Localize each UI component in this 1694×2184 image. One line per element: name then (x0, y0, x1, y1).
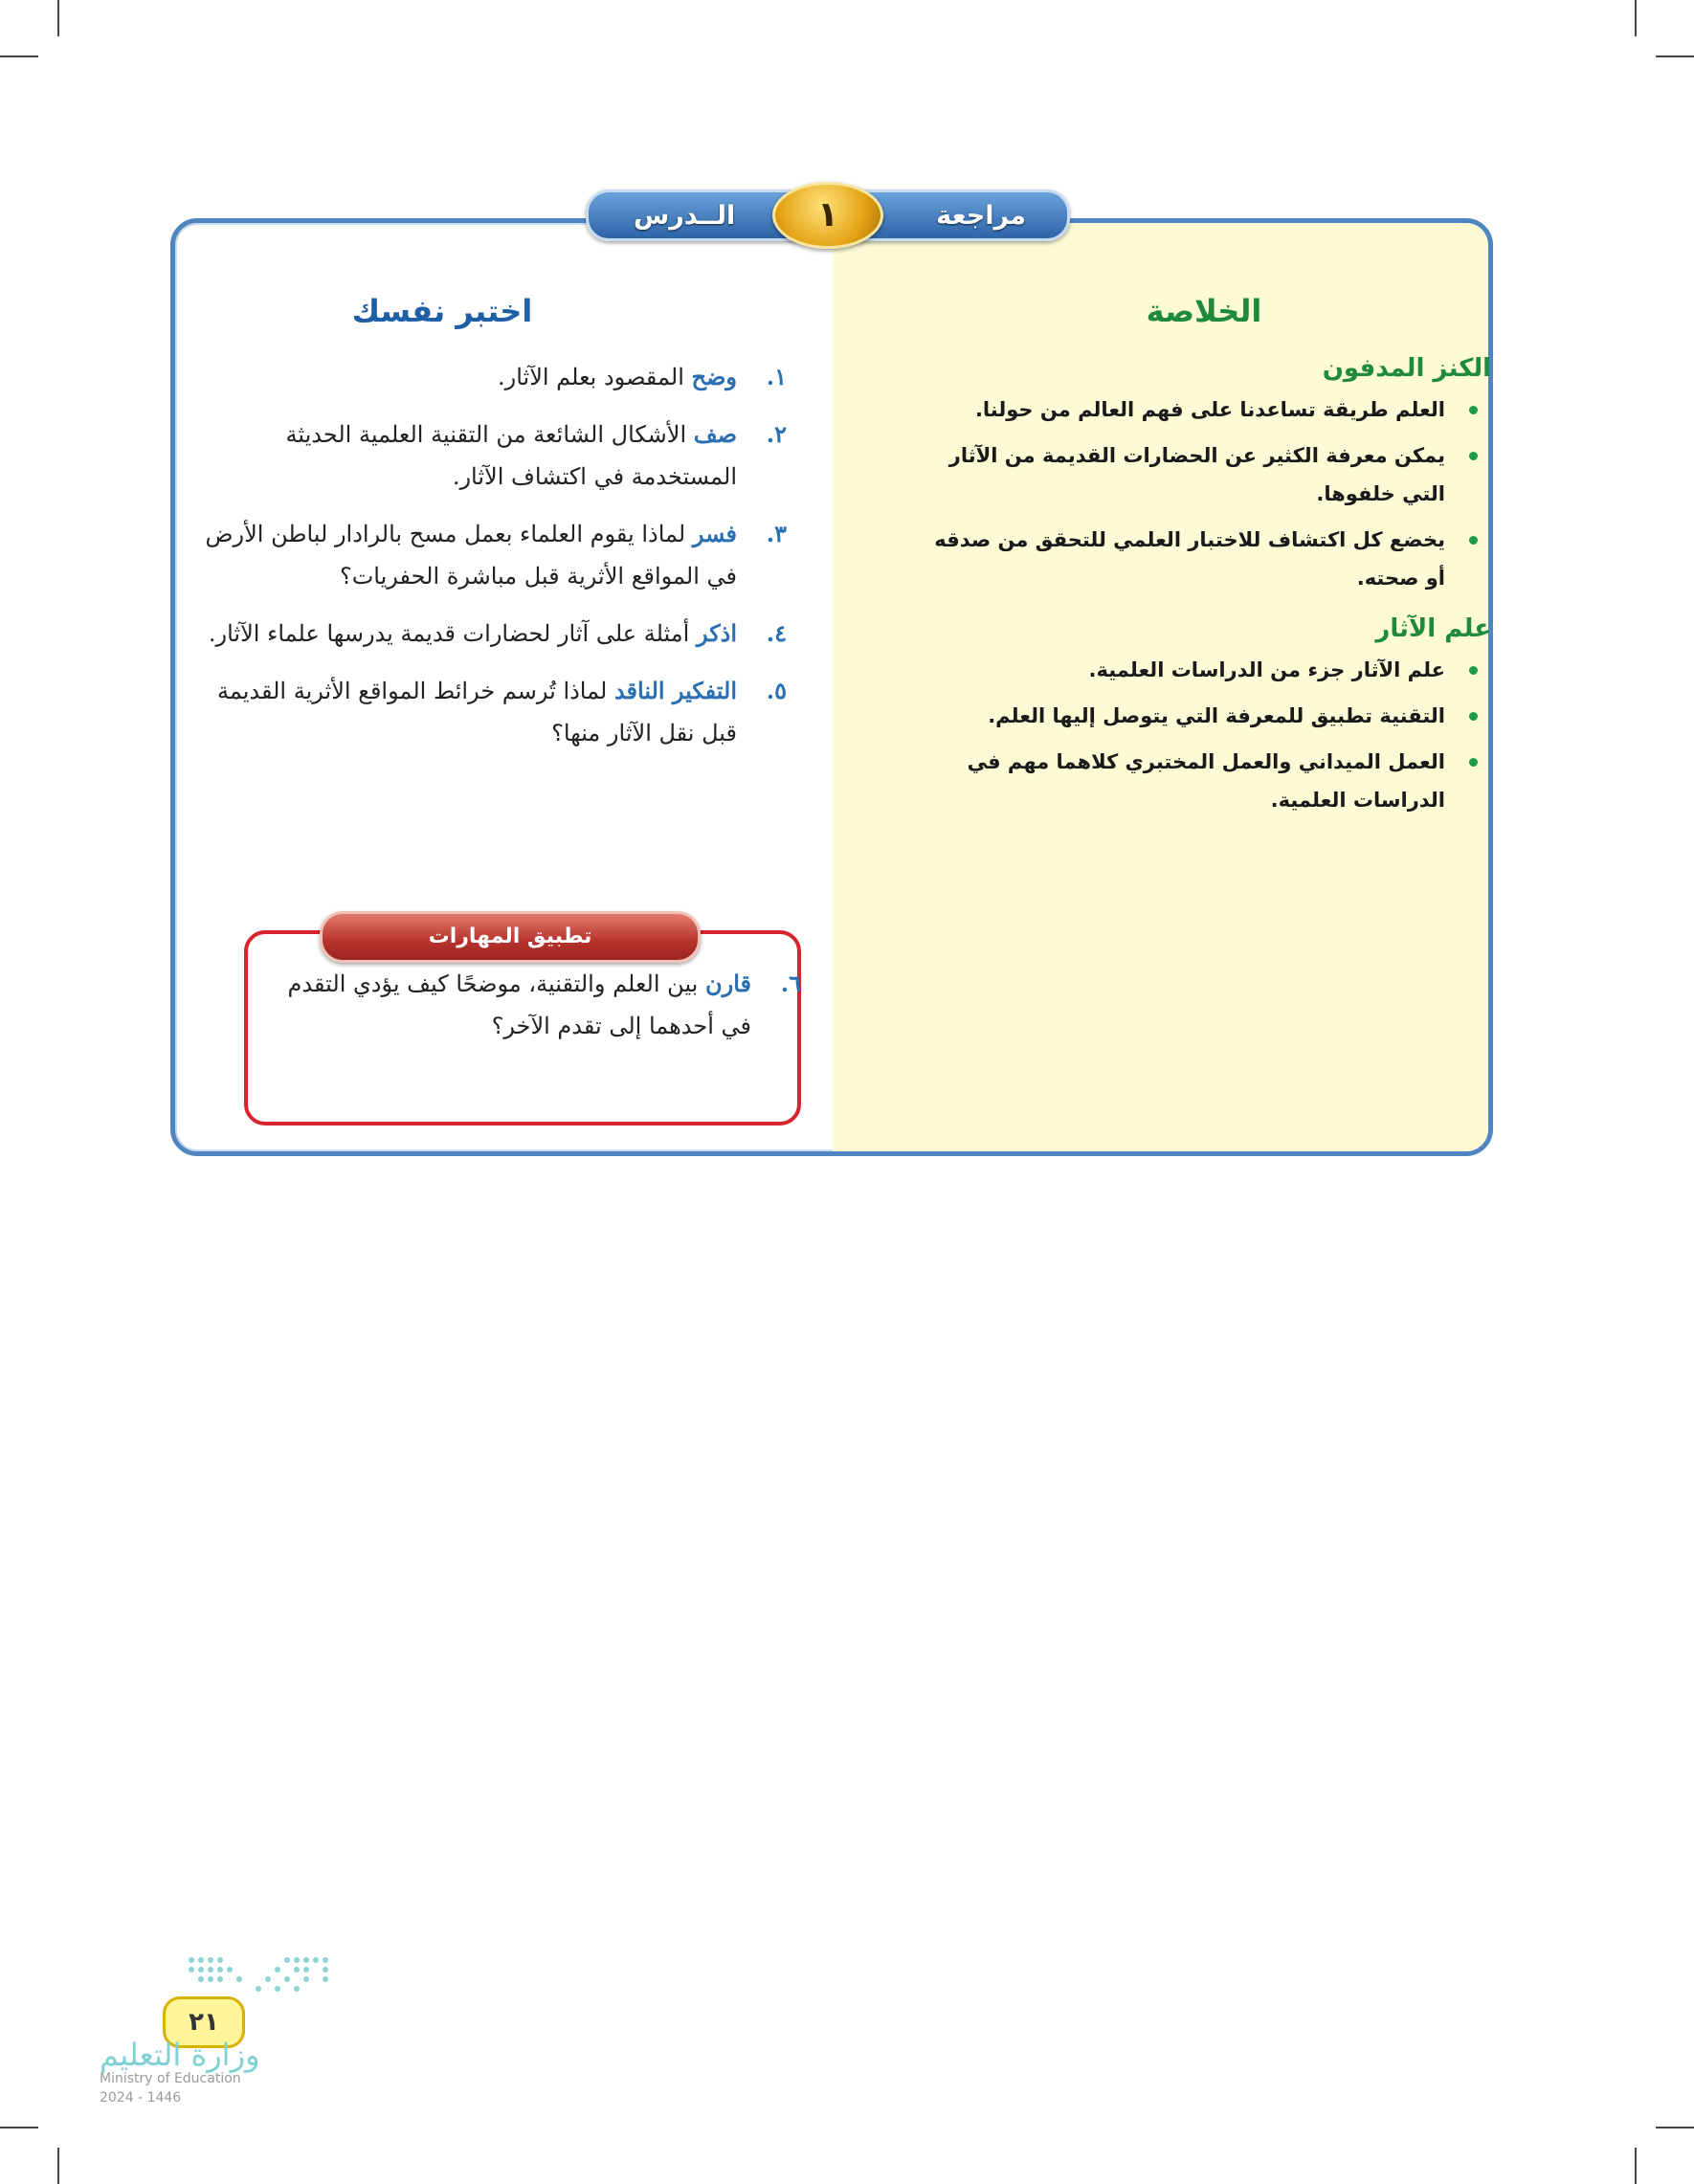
bullet-icon (1469, 666, 1478, 675)
bullet-icon (1469, 452, 1478, 460)
question-text: الأشكال الشائعة من التقنية العلمية الحديثة المستخدمة في اكتشاف الآثار. (285, 421, 737, 490)
page-number: ٢١ (163, 1996, 245, 2048)
question-verb: اذكر (696, 619, 737, 647)
crop-mark (0, 56, 38, 57)
ministry-logo-text: وزارة التعليم (100, 2037, 260, 2073)
edition-year: 2024 - 1446 (100, 2090, 182, 2106)
summary-item-text: العلم طريقة تساعدنا على فهم العالم من حولنا. (974, 398, 1445, 421)
question-text: لماذا تُرسم خرائط المواقع الأثرية القديمة قبل نقل الآثار منها؟ (216, 678, 737, 747)
bullet-icon (1469, 712, 1478, 721)
crop-mark (1635, 0, 1637, 36)
summary-item (917, 651, 1491, 689)
bullet-icon (1469, 758, 1478, 767)
summary-column (917, 354, 1491, 836)
summary-item (917, 697, 1491, 735)
crop-mark (57, 0, 59, 36)
ministry-logo-dots-icon (182, 1952, 335, 2000)
crop-mark (1635, 2148, 1637, 2184)
summary-list (917, 390, 1491, 597)
summary-heading: علم الآثار (1375, 614, 1491, 643)
question-verb: وضح (691, 363, 737, 390)
bullet-icon (1469, 536, 1478, 545)
question-verb: صف (693, 420, 737, 448)
crop-mark (57, 2148, 59, 2184)
summary-item-text: علم الآثار جزء من الدراسات العلمية. (1088, 658, 1445, 681)
question-text: لماذا يقوم العلماء بعمل مسح بالرادار لباطن الأرض في المواقع الأثرية قبل مباشرة الحفريات؟ (205, 521, 737, 590)
lesson-review-banner (586, 182, 1064, 243)
question-item (203, 613, 787, 655)
crop-mark (0, 2127, 38, 2128)
skills-title: تطبيق المهارات (320, 911, 701, 963)
crop-mark (1656, 56, 1694, 57)
skills-question (273, 963, 801, 1047)
question-item (203, 413, 787, 498)
question-number: ١. (766, 363, 787, 390)
ministry-logo-english: Ministry of Education (100, 2071, 241, 2086)
question-number: ٦. (780, 969, 801, 997)
summary-list (917, 651, 1491, 819)
summary-item-text: التقنية تطبيق للمعرفة التي يتوصل إليها العلم. (988, 704, 1445, 727)
crop-mark (1656, 2127, 1694, 2128)
question-item (203, 513, 787, 597)
bullet-icon (1469, 406, 1478, 414)
question-item (203, 670, 787, 754)
summary-item (917, 390, 1491, 429)
question-verb: فسر (692, 520, 737, 547)
question-text: بين العلم والتقنية، موضحًا كيف يؤدي التقدم في أحدهما إلى تقدم الآخر؟ (287, 970, 751, 1039)
summary-item (917, 436, 1491, 513)
summary-heading: الكنز المدفون (1322, 354, 1491, 383)
summary-item-text: يخضع كل اكتشاف للاختبار العلمي للتحقق من صدقه أو صحته. (934, 528, 1445, 590)
summary-title: الخلاصة (1146, 293, 1262, 329)
question-number: ٢. (766, 420, 787, 448)
summary-item-text: يمكن معرفة الكثير عن الحضارات القديمة من الآثار التي خلفوها. (948, 444, 1445, 505)
question-verb: قارن (705, 969, 751, 997)
question-item (203, 356, 787, 398)
banner-review-word: مراجعة (936, 201, 1026, 231)
question-number: ٣. (766, 520, 787, 547)
summary-item (917, 743, 1491, 819)
question-number: ٤. (766, 619, 787, 647)
test-yourself-title: اختبر نفسك (351, 293, 533, 329)
questions-list (203, 356, 787, 769)
banner-lesson-word: الــدرس (634, 201, 736, 231)
summary-item-text: العمل الميداني والعمل المختبري كلاهما مهم في الدراسات العلمية. (967, 750, 1445, 812)
question-number: ٥. (766, 677, 787, 704)
lesson-number-badge: ١ (772, 182, 883, 249)
summary-item (917, 521, 1491, 597)
question-text: المقصود بعلم الآثار. (497, 364, 684, 390)
question-text: أمثلة على آثار لحضارات قديمة يدرسها علماء الآثار. (208, 620, 690, 647)
question-verb: التفكير الناقد (613, 677, 737, 704)
